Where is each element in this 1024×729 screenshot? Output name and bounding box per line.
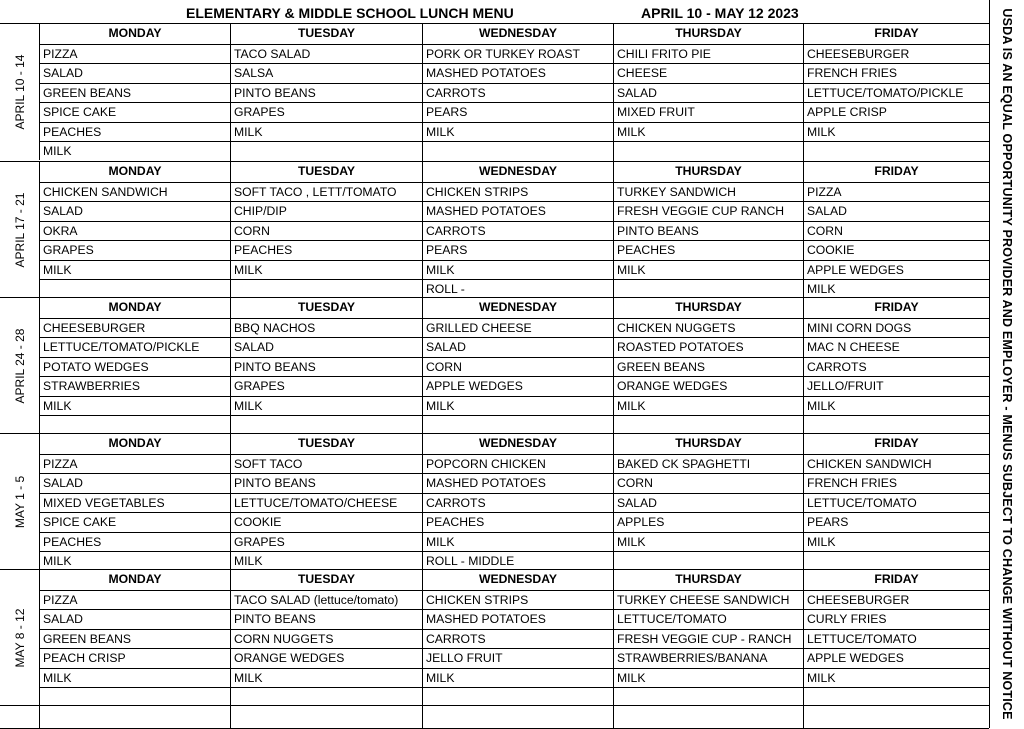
menu-item: CHILI FRITO PIE	[613, 45, 803, 65]
day-header: WEDNESDAY	[422, 162, 613, 182]
menu-item: GRAPES	[43, 243, 94, 257]
menu-item: APPLES	[613, 513, 803, 533]
week-grid	[40, 434, 989, 570]
week-label-text: APRIL 10 - 14	[12, 54, 27, 130]
menu-item: LETTUCE/TOMATO/PICKLE	[803, 84, 989, 104]
menu-item	[803, 706, 989, 728]
menu-item: COOKIE	[803, 241, 989, 261]
week-grid	[40, 570, 989, 706]
menu-item: FRENCH FRIES	[803, 474, 989, 494]
menu-item: SALAD	[422, 338, 613, 358]
menu-item: MIXED FRUIT	[613, 103, 803, 123]
day-header: MONDAY	[108, 436, 162, 450]
day-header: FRIDAY	[803, 162, 989, 182]
menu-item: TACO SALAD	[230, 45, 422, 65]
menu-item: MILK	[43, 262, 72, 277]
menu-item: TACO SALAD (lettuce/tomato)	[230, 591, 422, 611]
day-header-row	[40, 24, 989, 44]
menu-item: CHEESEBURGER	[43, 320, 146, 335]
day-header: MONDAY	[108, 26, 162, 40]
menu-item: GRAPES	[230, 103, 422, 123]
menu-item: MILK	[43, 144, 72, 158]
menu-item: PEACH CRISP	[43, 651, 126, 665]
menu-item: CORN	[230, 222, 422, 242]
menu-item: PINTO BEANS	[230, 474, 422, 494]
week-label	[0, 298, 40, 434]
menu-item: PEARS	[422, 103, 613, 123]
week-label-text: APRIL 24 - 28	[12, 328, 27, 404]
menu-item: CHEESEBURGER	[803, 591, 989, 611]
trailing-grid	[40, 706, 989, 728]
menu-item: MASHED POTATOES	[422, 474, 613, 494]
menu-item: CORN	[613, 474, 803, 494]
menu-item: PINTO BEANS	[613, 222, 803, 242]
day-header: THURSDAY	[613, 24, 803, 44]
menu-item: MILK	[613, 397, 803, 417]
menu-item: SALAD	[43, 476, 83, 490]
week-block	[0, 297, 989, 434]
menu-item: SOFT TACO	[230, 455, 422, 475]
menu-row	[40, 141, 989, 162]
menu-row	[40, 609, 989, 630]
menu-item: MILK	[230, 552, 422, 572]
menu-item: TURKEY SANDWICH	[613, 183, 803, 203]
menu-title: ELEMENTARY & MIDDLE SCHOOL LUNCH MENU	[186, 5, 514, 21]
menu-item: FRENCH FRIES	[803, 64, 989, 84]
trailing-row	[0, 705, 989, 728]
week-label	[0, 570, 40, 706]
menu-item: LETTUCE/TOMATO	[803, 630, 989, 650]
menu-item: APPLE CRISP	[803, 103, 989, 123]
menu-row	[40, 260, 989, 281]
menu-item: CARROTS	[422, 222, 613, 242]
day-header: THURSDAY	[613, 298, 803, 318]
menu-item	[422, 142, 613, 162]
menu-item	[40, 706, 230, 728]
day-header: FRIDAY	[803, 24, 989, 44]
menu-item: PEARS	[422, 241, 613, 261]
menu-item: PIZZA	[43, 592, 78, 607]
menu-row	[40, 532, 989, 553]
menu-item: CARROTS	[803, 358, 989, 378]
week-label-text: MAY 1 - 5	[12, 475, 27, 529]
menu-item: MILK	[422, 669, 613, 689]
day-header: MONDAY	[108, 164, 162, 178]
menu-row	[40, 337, 989, 358]
menu-item: MASHED POTATOES	[422, 610, 613, 630]
menu-item: GREEN BEANS	[613, 358, 803, 378]
menu-item: CHEESEBURGER	[803, 45, 989, 65]
menu-item: CHICKEN STRIPS	[422, 183, 613, 203]
menu-item: PEACHES	[230, 241, 422, 261]
day-header: WEDNESDAY	[422, 570, 613, 590]
menu-row	[40, 357, 989, 378]
menu-item: MILK	[230, 669, 422, 689]
menu-item: APPLE WEDGES	[803, 649, 989, 669]
menu-item: LETTUCE/TOMATO/CHEESE	[230, 494, 422, 514]
menu-item: MAC N CHEESE	[803, 338, 989, 358]
menu-item: MILK	[422, 397, 613, 417]
menu-item: MINI CORN DOGS	[803, 319, 989, 339]
menu-item: CHICKEN STRIPS	[422, 591, 613, 611]
day-header: MONDAY	[108, 572, 162, 586]
menu-item: CORN NUGGETS	[230, 630, 422, 650]
menu-item: CHEESE	[613, 64, 803, 84]
menu-item: CORN	[422, 358, 613, 378]
menu-item: OKRA	[43, 223, 78, 238]
week-label-text: APRIL 17 - 21	[12, 192, 27, 268]
week-label	[0, 162, 40, 298]
menu-item: CORN	[803, 222, 989, 242]
menu-item: PEARS	[803, 513, 989, 533]
menu-item: PINTO BEANS	[230, 84, 422, 104]
menu-item: GREEN BEANS	[43, 85, 132, 100]
day-header: THURSDAY	[613, 434, 803, 454]
menu-item: MILK	[803, 669, 989, 689]
day-header: THURSDAY	[613, 570, 803, 590]
menu-item: SALAD	[43, 612, 83, 626]
menu-item: ORANGE WEDGES	[230, 649, 422, 669]
menu-item: SPICE CAKE	[43, 515, 117, 529]
day-header: WEDNESDAY	[422, 24, 613, 44]
day-header: TUESDAY	[230, 434, 422, 454]
menu-item: PIZZA	[43, 456, 78, 471]
menu-item: SOFT TACO , LETT/TOMATO	[230, 183, 422, 203]
menu-item: JELLO/FRUIT	[803, 377, 989, 397]
menu-item: MILK	[422, 123, 613, 143]
menu-item: GRAPES	[230, 533, 422, 553]
day-header: FRIDAY	[803, 298, 989, 318]
menu-row	[40, 473, 989, 494]
week-label	[0, 24, 40, 160]
side-notice-text: USDA IS AN EQUAL OPPORTUNITY PROVIDER AND EMPLOYER - MENUS SUBJECT TO CHANGE WITHOUT NOTICE	[1000, 8, 1014, 720]
menu-item: GRAPES	[230, 377, 422, 397]
menu-item: CURLY FRIES	[803, 610, 989, 630]
day-header: FRIDAY	[803, 570, 989, 590]
menu-item: CARROTS	[422, 630, 613, 650]
menu-item: FRESH VEGGIE CUP RANCH	[613, 202, 803, 222]
menu-item: SALSA	[230, 64, 422, 84]
menu-row	[40, 376, 989, 397]
menu-row	[40, 122, 989, 143]
menu-item: GRILLED CHEESE	[422, 319, 613, 339]
menu-row	[40, 493, 989, 514]
menu-row	[40, 706, 989, 728]
week-label-text: MAY 8 - 12	[12, 608, 27, 668]
menu-item: MILK	[43, 670, 72, 685]
menu-row	[40, 318, 989, 339]
menu-item: FRESH VEGGIE CUP - RANCH	[613, 630, 803, 650]
menu-item: MILK	[803, 280, 989, 300]
menu-item: COOKIE	[230, 513, 422, 533]
menu-item: MILK	[230, 261, 422, 281]
menu-date-range: APRIL 10 - MAY 12 2023	[641, 5, 799, 21]
day-header: FRIDAY	[803, 434, 989, 454]
menu-item: POPCORN CHICKEN	[422, 455, 613, 475]
menu-row	[40, 240, 989, 261]
menu-row	[40, 512, 989, 533]
menu-item: MILK	[613, 123, 803, 143]
menu-item: SALAD	[230, 338, 422, 358]
menu-item: PIZZA	[43, 46, 78, 61]
day-header-row	[40, 162, 989, 182]
menu-row	[40, 63, 989, 84]
menu-item: MILK	[422, 533, 613, 553]
menu-item: SALAD	[613, 84, 803, 104]
menu-item: MILK	[803, 533, 989, 553]
menu-item: APPLE WEDGES	[422, 377, 613, 397]
menu-item: ROASTED POTATOES	[613, 338, 803, 358]
day-header: TUESDAY	[230, 162, 422, 182]
week-grid	[40, 298, 989, 434]
menu-row	[40, 83, 989, 104]
day-header-row	[40, 298, 989, 318]
menu-item: MILK	[803, 397, 989, 417]
menu-item: MIXED VEGETABLES	[43, 495, 165, 510]
week-grid	[40, 162, 989, 298]
menu-item	[230, 706, 422, 728]
day-header: TUESDAY	[230, 24, 422, 44]
menu-item: TURKEY CHEESE SANDWICH	[613, 591, 803, 611]
menu-item	[803, 142, 989, 162]
menu-item: MILK	[422, 261, 613, 281]
menu-item: MILK	[43, 398, 72, 413]
day-header: TUESDAY	[230, 570, 422, 590]
day-header: WEDNESDAY	[422, 434, 613, 454]
menu-item: PORK OR TURKEY ROAST	[422, 45, 613, 65]
menu-item	[613, 142, 803, 162]
menu-item: SALAD	[43, 66, 83, 80]
week-grid	[40, 24, 989, 160]
menu-item: PEACHES	[422, 513, 613, 533]
menu-item: MILK	[613, 261, 803, 281]
day-header-row	[40, 434, 989, 454]
menu-item: CHICKEN SANDWICH	[803, 455, 989, 475]
menu-item: SALAD	[613, 494, 803, 514]
day-header: MONDAY	[108, 300, 162, 314]
menu-row	[40, 201, 989, 222]
menu-item: CARROTS	[422, 84, 613, 104]
menu-item: GREEN BEANS	[43, 631, 132, 646]
menu-item: MASHED POTATOES	[422, 202, 613, 222]
day-header-row	[40, 570, 989, 590]
menu-row	[40, 668, 989, 689]
menu-row	[40, 629, 989, 650]
menu-row	[40, 221, 989, 242]
menu-row	[40, 454, 989, 475]
menu-item: BAKED CK SPAGHETTI	[613, 455, 803, 475]
week-block	[0, 433, 989, 570]
menu-item: LETTUCE/TOMATO	[803, 494, 989, 514]
menu-row	[40, 102, 989, 123]
menu-item	[613, 706, 803, 728]
menu-item: MILK	[803, 123, 989, 143]
menu-item: MILK	[43, 554, 72, 568]
menu-item: PEACHES	[43, 124, 102, 139]
menu-row	[40, 396, 989, 417]
menu-item: POTATO WEDGES	[43, 359, 149, 374]
menu-item: STRAWBERRIES/BANANA	[613, 649, 803, 669]
menu-item: JELLO FRUIT	[422, 649, 613, 669]
week-block	[0, 24, 989, 160]
menu-row	[40, 182, 989, 203]
menu-item: CHICKEN SANDWICH	[43, 184, 168, 199]
menu-item: ROLL - MIDDLE	[422, 552, 613, 572]
menu-item: STRAWBERRIES	[43, 379, 141, 393]
menu-item: CARROTS	[422, 494, 613, 514]
menu-item: CHICKEN NUGGETS	[613, 319, 803, 339]
day-header: WEDNESDAY	[422, 298, 613, 318]
trailing-label	[0, 706, 40, 728]
side-notice	[989, 0, 1024, 728]
menu-row	[40, 44, 989, 65]
menu-item: MASHED POTATOES	[422, 64, 613, 84]
menu-item: SALAD	[803, 202, 989, 222]
week-block	[0, 569, 989, 706]
menu-table	[0, 23, 989, 729]
menu-item: CHIP/DIP	[230, 202, 422, 222]
menu-item: LETTUCE/TOMATO/PICKLE	[43, 340, 200, 354]
menu-item: MILK	[613, 533, 803, 553]
menu-item: LETTUCE/TOMATO	[613, 610, 803, 630]
menu-item: SPICE CAKE	[43, 105, 117, 119]
week-block	[0, 161, 989, 298]
menu-item	[230, 142, 422, 162]
menu-item: MILK	[613, 669, 803, 689]
menu-item: PEACHES	[43, 534, 102, 549]
menu-item: ORANGE WEDGES	[613, 377, 803, 397]
menu-item: PIZZA	[803, 183, 989, 203]
menu-item: MILK	[230, 397, 422, 417]
day-header: TUESDAY	[230, 298, 422, 318]
menu-item: PEACHES	[613, 241, 803, 261]
menu-item: MILK	[230, 123, 422, 143]
menu-item: APPLE WEDGES	[803, 261, 989, 281]
menu-item: BBQ NACHOS	[230, 319, 422, 339]
menu-item: PINTO BEANS	[230, 610, 422, 630]
menu-item	[422, 706, 613, 728]
day-header: THURSDAY	[613, 162, 803, 182]
menu-row	[40, 648, 989, 669]
menu-row	[40, 590, 989, 611]
menu-item: SALAD	[43, 204, 83, 218]
menu-item: ROLL -	[422, 280, 613, 300]
menu-item: PINTO BEANS	[230, 358, 422, 378]
week-label	[0, 434, 40, 570]
